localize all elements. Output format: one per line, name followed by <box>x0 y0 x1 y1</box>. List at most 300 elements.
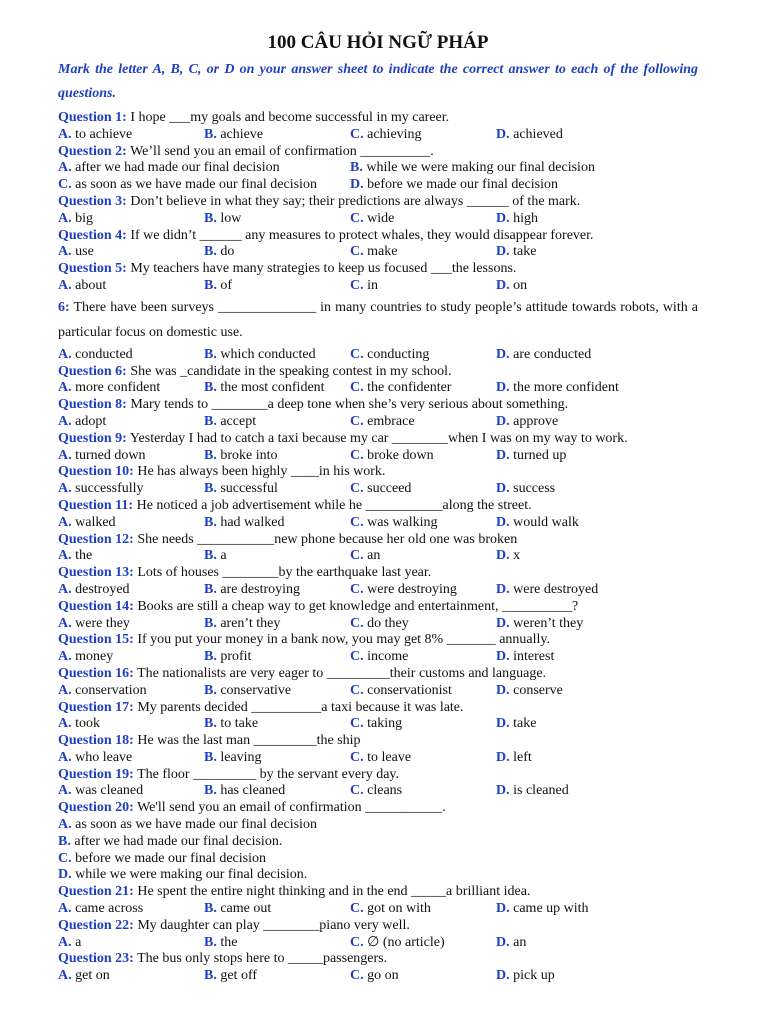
option-text: to leave <box>363 749 412 765</box>
question-number: Question 17: <box>58 699 134 715</box>
options-row <box>58 244 698 261</box>
question-text: The floor _________ by the servant every day. <box>133 766 399 782</box>
options-row <box>58 616 698 633</box>
option-letter: D. <box>496 380 510 396</box>
question-text: My teachers have many strategies to keep us focused ___the lessons. <box>126 261 517 277</box>
option-text: successfully <box>71 481 144 497</box>
answer-option[interactable] <box>58 278 106 295</box>
option-letter: C. <box>350 210 364 226</box>
option-text: of <box>216 277 233 293</box>
option-text: aren’t they <box>216 615 281 631</box>
option-letter: A. <box>58 682 72 698</box>
answer-option[interactable] <box>496 716 536 733</box>
option-text: accept <box>216 413 257 429</box>
option-text: succeed <box>363 481 412 497</box>
option-text: are conducted <box>509 346 592 362</box>
answer-option[interactable] <box>350 481 411 498</box>
option-text: wide <box>363 210 395 226</box>
question-number: Question 9: <box>58 430 127 446</box>
question-stem <box>58 364 698 381</box>
option-letter: B. <box>58 833 71 849</box>
option-text: were they <box>71 615 130 631</box>
option-text: take <box>509 716 537 732</box>
option-text: before we made our final decision <box>363 177 558 193</box>
question-stem <box>58 295 698 345</box>
answer-option[interactable] <box>204 935 237 952</box>
options-row <box>58 716 698 733</box>
option-letter: D. <box>496 277 510 293</box>
answer-option[interactable] <box>350 448 434 465</box>
option-letter: D. <box>496 346 510 362</box>
option-text: broke into <box>216 447 278 463</box>
question-text: My parents decided __________a taxi because it was late. <box>133 699 464 715</box>
option-text: turned down <box>71 447 146 463</box>
option-text: in <box>363 277 379 293</box>
question-stem <box>58 397 698 414</box>
answer-option[interactable] <box>496 127 563 144</box>
answer-option[interactable] <box>204 515 285 532</box>
question-stem <box>58 632 698 649</box>
answer-option[interactable] <box>58 901 143 918</box>
question-stem <box>58 800 698 817</box>
answer-option[interactable] <box>350 716 402 733</box>
answer-option[interactable] <box>350 127 422 144</box>
option-text: left <box>509 749 532 765</box>
answer-option[interactable] <box>350 160 595 177</box>
question-text: Books are still a cheap way to get knowledge and entertainment, __________? <box>133 598 579 614</box>
answer-option[interactable] <box>350 901 431 918</box>
option-text: turned up <box>509 447 567 463</box>
question-number: Question 8: <box>58 397 127 413</box>
option-text: would walk <box>509 514 579 530</box>
option-letter: B. <box>204 514 217 530</box>
question-text: I hope ___my goals and become successful in my career. <box>126 110 450 125</box>
question-stem <box>58 194 698 211</box>
option-text: make <box>363 244 398 260</box>
option-letter: B. <box>204 749 217 765</box>
question-number: Question 3: <box>58 193 127 209</box>
question-number: Question 15: <box>58 632 134 648</box>
option-letter: B. <box>204 901 217 917</box>
answer-option[interactable] <box>58 347 133 364</box>
answer-option[interactable] <box>496 901 589 918</box>
answer-option[interactable] <box>204 278 232 295</box>
option-letter: A. <box>58 210 72 226</box>
answer-option[interactable] <box>350 649 408 666</box>
answer-option[interactable] <box>204 127 263 144</box>
option-text: high <box>509 210 539 226</box>
option-text: go on <box>363 968 399 984</box>
answer-option[interactable] <box>58 414 106 431</box>
question-list <box>58 110 698 985</box>
options-row <box>58 683 698 700</box>
option-text: got on with <box>363 901 431 917</box>
answer-option[interactable] <box>204 448 278 465</box>
option-text: as soon as we have made our final decision <box>71 177 317 193</box>
answer-option[interactable] <box>496 750 532 767</box>
option-text: while we were making our final decision. <box>71 867 308 883</box>
answer-option[interactable] <box>58 548 92 565</box>
question-stem <box>58 464 698 481</box>
option-text: conducting <box>363 346 430 362</box>
option-text: get off <box>216 968 258 984</box>
answer-option[interactable] <box>204 683 291 700</box>
answer-option[interactable] <box>58 211 93 228</box>
option-text: a <box>71 934 82 950</box>
answer-option[interactable] <box>204 968 257 985</box>
question-stem <box>58 532 698 549</box>
option-letter: D. <box>496 126 510 142</box>
answer-option[interactable] <box>58 649 113 666</box>
option-letter: A. <box>58 817 72 833</box>
answer-option[interactable] <box>496 481 555 498</box>
answer-option[interactable] <box>496 211 538 228</box>
option-letter: C. <box>350 346 364 362</box>
options-row <box>58 851 698 868</box>
answer-option[interactable] <box>350 380 451 397</box>
question-stem <box>58 599 698 616</box>
answer-option[interactable] <box>204 901 271 918</box>
option-letter: B. <box>204 210 217 226</box>
option-letter: B. <box>204 380 217 396</box>
option-text: while we were making our final decision <box>362 160 595 176</box>
answer-option[interactable] <box>58 834 282 849</box>
option-text: more confident <box>71 380 161 396</box>
answer-option[interactable] <box>58 935 81 952</box>
answer-option[interactable] <box>496 683 563 700</box>
answer-option[interactable] <box>58 851 266 866</box>
option-letter: A. <box>58 244 72 260</box>
option-letter: D. <box>496 901 510 917</box>
question-text: He has always been highly ____in his work. <box>133 464 386 480</box>
question-text: He spent the entire night thinking and in the end _____a brilliant idea. <box>133 884 531 900</box>
option-letter: C. <box>350 749 364 765</box>
question-number: Question 21: <box>58 884 134 900</box>
option-text: income <box>363 649 409 665</box>
option-letter: A. <box>58 380 72 396</box>
question-number: Question 18: <box>58 733 134 749</box>
option-text: conservation <box>71 682 147 698</box>
option-letter: B. <box>204 346 217 362</box>
option-text: a <box>216 548 227 564</box>
question-stem <box>58 951 698 968</box>
question-stem <box>58 918 698 935</box>
option-text: the <box>216 934 238 950</box>
answer-option[interactable] <box>204 649 251 666</box>
option-text: money <box>71 649 114 665</box>
option-text: get on <box>71 968 110 984</box>
option-letter: D. <box>496 210 510 226</box>
answer-option[interactable] <box>58 817 317 832</box>
option-letter: B. <box>204 277 217 293</box>
options-row <box>58 968 698 985</box>
answer-option[interactable] <box>350 616 409 633</box>
question-stem <box>58 565 698 582</box>
answer-option[interactable] <box>350 414 415 431</box>
question-stem <box>58 144 698 161</box>
option-letter: D. <box>496 548 510 564</box>
option-letter: C. <box>350 481 364 497</box>
option-letter: D. <box>496 934 510 950</box>
question-stem <box>58 767 698 784</box>
answer-option[interactable] <box>58 783 143 800</box>
option-letter: A. <box>58 749 72 765</box>
question-text: There have been surveys ______________ in many countries to study people’s attitude towards robots, with a particular focus on domestic use. <box>58 299 698 340</box>
option-letter: A. <box>58 581 72 597</box>
option-text: weren’t they <box>509 615 584 631</box>
option-text: approve <box>509 413 559 429</box>
option-text: achieving <box>363 126 422 142</box>
question-number: Question 12: <box>58 531 134 547</box>
option-letter: D. <box>496 968 510 984</box>
option-letter: C. <box>58 177 72 193</box>
option-text: on <box>509 277 528 293</box>
options-row <box>58 834 698 851</box>
answer-option[interactable] <box>350 244 397 261</box>
question-text: Lots of houses ________by the earthquake last year. <box>133 565 432 581</box>
option-letter: A. <box>58 615 72 631</box>
answer-option[interactable] <box>58 683 147 700</box>
option-letter: B. <box>204 783 217 799</box>
question-number: Question 23: <box>58 951 134 967</box>
option-letter: A. <box>58 649 72 665</box>
answer-option[interactable] <box>58 716 100 733</box>
options-row <box>58 750 698 767</box>
answer-option[interactable] <box>496 244 536 261</box>
answer-option[interactable] <box>204 347 316 364</box>
question-stem <box>58 110 698 127</box>
question-number: Question 5: <box>58 261 127 277</box>
answer-option[interactable] <box>58 750 132 767</box>
option-letter: C. <box>350 380 364 396</box>
answer-option[interactable] <box>496 935 526 952</box>
answer-option[interactable] <box>350 683 452 700</box>
option-letter: B. <box>204 447 217 463</box>
option-text: had walked <box>216 514 285 530</box>
option-letter: B. <box>204 481 217 497</box>
option-text: cleans <box>363 783 403 799</box>
answer-option[interactable] <box>58 127 132 144</box>
answer-option[interactable] <box>496 448 566 465</box>
question-stem <box>58 431 698 448</box>
answer-option[interactable] <box>350 177 558 194</box>
question-stem <box>58 666 698 683</box>
option-letter: A. <box>58 126 72 142</box>
option-text: embrace <box>363 413 415 429</box>
answer-option[interactable] <box>58 616 130 633</box>
option-letter: A. <box>58 968 72 984</box>
answer-option[interactable] <box>496 783 569 800</box>
answer-option[interactable] <box>496 515 579 532</box>
answer-option[interactable] <box>496 649 554 666</box>
option-letter: D. <box>58 867 72 883</box>
answer-option[interactable] <box>204 211 241 228</box>
option-text: after we had made our final decision <box>71 160 280 176</box>
options-row <box>58 901 698 918</box>
answer-option[interactable] <box>204 783 285 800</box>
options-row <box>58 548 698 565</box>
option-text: to achieve <box>71 126 133 142</box>
answer-option[interactable] <box>204 750 262 767</box>
option-text: conservationist <box>363 682 452 698</box>
option-text: is cleaned <box>509 783 569 799</box>
answer-option[interactable] <box>496 278 527 295</box>
question-text: The nationalists are very eager to _________their customs and language. <box>133 665 547 681</box>
answer-option[interactable] <box>496 347 591 364</box>
answer-option[interactable] <box>350 935 445 952</box>
option-letter: D. <box>496 649 510 665</box>
option-letter: C. <box>350 783 364 799</box>
answer-option[interactable] <box>496 582 598 599</box>
answer-option[interactable] <box>204 716 258 733</box>
options-row <box>58 582 698 599</box>
answer-option[interactable] <box>58 968 110 985</box>
answer-option[interactable] <box>204 481 278 498</box>
option-letter: D. <box>496 581 510 597</box>
options-row <box>58 160 698 177</box>
option-letter: D. <box>496 749 510 765</box>
answer-option[interactable] <box>350 211 394 228</box>
option-letter: A. <box>58 783 72 799</box>
option-text: successful <box>216 481 278 497</box>
answer-option[interactable] <box>204 582 300 599</box>
options-row <box>58 127 698 144</box>
option-letter: C. <box>350 277 364 293</box>
question-text: She was _candidate in the speaking contest in my school. <box>126 363 452 379</box>
option-text: destroyed <box>71 581 130 597</box>
option-text: came up with <box>509 901 589 917</box>
question-number: Question 22: <box>58 917 134 933</box>
option-letter: B. <box>204 968 217 984</box>
option-text: an <box>363 548 381 564</box>
option-text: success <box>509 481 556 497</box>
question-number: 6: <box>58 299 70 315</box>
document-page <box>58 30 698 985</box>
answer-option[interactable] <box>350 278 378 295</box>
question-number: Question 2: <box>58 143 127 159</box>
option-letter: A. <box>58 346 72 362</box>
option-text: the confidenter <box>363 380 452 396</box>
options-row <box>58 481 698 498</box>
option-letter: B. <box>204 716 217 732</box>
option-letter: A. <box>58 514 72 530</box>
options-row <box>58 347 698 364</box>
option-text: were destroyed <box>509 581 599 597</box>
answer-option[interactable] <box>58 160 280 177</box>
answer-option[interactable] <box>58 481 144 498</box>
option-letter: A. <box>58 901 72 917</box>
option-text: pick up <box>509 968 555 984</box>
answer-option[interactable] <box>58 867 307 882</box>
question-number: Question 19: <box>58 766 134 782</box>
answer-option[interactable] <box>204 244 234 261</box>
option-letter: A. <box>58 160 72 176</box>
answer-option[interactable] <box>496 616 583 633</box>
option-text: profit <box>216 649 252 665</box>
options-row <box>58 211 698 228</box>
option-text: leaving <box>216 749 262 765</box>
option-text: low <box>216 210 242 226</box>
option-letter: C. <box>350 413 364 429</box>
option-text: achieve <box>216 126 264 142</box>
answer-option[interactable] <box>350 548 380 565</box>
option-text: interest <box>509 649 555 665</box>
answer-option[interactable] <box>204 548 227 565</box>
option-text: broke down <box>363 447 434 463</box>
option-letter: A. <box>58 716 72 732</box>
answer-option[interactable] <box>58 515 116 532</box>
question-number: Question 20: <box>58 800 134 816</box>
question-text: If we didn’t ______ any measures to protect whales, they would disappear forever. <box>126 227 594 243</box>
question-number: Question 13: <box>58 565 134 581</box>
option-text: take <box>509 244 537 260</box>
answer-option[interactable] <box>496 968 555 985</box>
option-text: taking <box>363 716 403 732</box>
option-letter: D. <box>496 244 510 260</box>
option-text: before we made our final decision <box>71 850 266 866</box>
answer-option[interactable] <box>204 380 325 397</box>
option-letter: C. <box>350 615 364 631</box>
option-text: conducted <box>71 346 133 362</box>
answer-option[interactable] <box>58 582 130 599</box>
option-letter: A. <box>58 481 72 497</box>
answer-option[interactable] <box>350 515 438 532</box>
option-text: conserve <box>509 682 563 698</box>
answer-option[interactable] <box>58 244 94 261</box>
option-letter: B. <box>204 934 217 950</box>
question-stem <box>58 700 698 717</box>
option-letter: A. <box>58 277 72 293</box>
answer-option[interactable] <box>350 750 411 767</box>
option-letter: D. <box>496 615 510 631</box>
option-text: was cleaned <box>71 783 144 799</box>
option-letter: D. <box>496 716 510 732</box>
answer-option[interactable] <box>496 548 520 565</box>
question-stem <box>58 498 698 515</box>
answer-option[interactable] <box>350 783 402 800</box>
option-letter: A. <box>58 934 72 950</box>
option-letter: C. <box>350 581 364 597</box>
question-text: Don’t believe in what they say; their predictions are always ______ of the mark. <box>126 193 581 209</box>
option-letter: C. <box>58 850 72 866</box>
option-text: which conducted <box>216 346 316 362</box>
answer-option[interactable] <box>350 582 457 599</box>
option-text: who leave <box>71 749 133 765</box>
option-text: the most confident <box>216 380 325 396</box>
question-number: Question 1: <box>58 110 127 125</box>
answer-option[interactable] <box>58 448 146 465</box>
option-letter: B. <box>204 581 217 597</box>
options-row <box>58 817 698 834</box>
answer-option[interactable] <box>204 414 256 431</box>
answer-option[interactable] <box>496 380 619 397</box>
question-stem <box>58 733 698 750</box>
question-text: He was the last man _________the ship <box>133 733 361 749</box>
option-letter: C. <box>350 934 364 950</box>
answer-option[interactable] <box>496 414 558 431</box>
option-letter: B. <box>350 160 363 176</box>
option-letter: D. <box>496 783 510 799</box>
answer-option[interactable] <box>58 177 317 194</box>
answer-option[interactable] <box>58 380 160 397</box>
option-letter: B. <box>204 548 217 564</box>
instructions: Mark the letter A, B, C, or D on your answer sheet to indicate the correct answer to each of the following questions. <box>58 62 698 101</box>
question-text: The bus only stops here to _____passengers. <box>133 951 388 967</box>
answer-option[interactable] <box>350 968 399 985</box>
answer-option[interactable] <box>350 347 429 364</box>
option-letter: D. <box>496 682 510 698</box>
answer-option[interactable] <box>204 616 280 633</box>
